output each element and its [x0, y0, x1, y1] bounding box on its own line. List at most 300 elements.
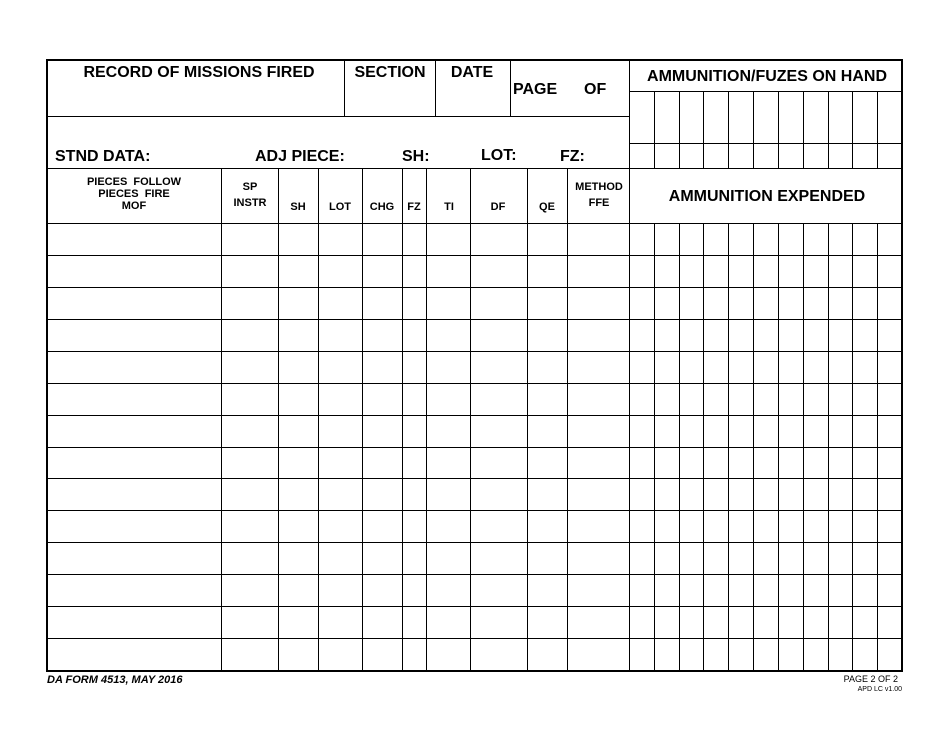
table-cell[interactable]: [279, 543, 318, 574]
table-cell[interactable]: [47, 320, 221, 351]
table-cell[interactable]: [222, 607, 278, 638]
ammo-expended-cell[interactable]: [804, 416, 828, 447]
ammo-expended-cell[interactable]: [804, 607, 828, 638]
ammo-expended-cell[interactable]: [680, 543, 704, 574]
table-cell[interactable]: [403, 352, 426, 383]
table-cell[interactable]: [319, 607, 362, 638]
table-cell[interactable]: [279, 224, 318, 255]
table-cell[interactable]: [47, 639, 221, 670]
ammo-expended-cell[interactable]: [754, 288, 778, 319]
table-cell[interactable]: [222, 511, 278, 542]
col-fz: FZ: [407, 201, 421, 213]
ammo-expended-cell[interactable]: [779, 320, 803, 351]
table-cell[interactable]: [471, 320, 527, 351]
ammo-expended-cell[interactable]: [680, 416, 704, 447]
ammo-expended-cell[interactable]: [655, 511, 679, 542]
table-cell[interactable]: [568, 256, 629, 287]
table-cell[interactable]: [568, 352, 629, 383]
ammo-expended-cell[interactable]: [829, 607, 853, 638]
table-cell[interactable]: [363, 256, 402, 287]
ammo-expended-cell[interactable]: [754, 448, 778, 479]
table-cell[interactable]: [568, 639, 629, 670]
col-df: DF: [490, 201, 506, 213]
ammo-expended-cell[interactable]: [878, 448, 902, 479]
table-cell[interactable]: [47, 448, 221, 479]
table-cell[interactable]: [363, 511, 402, 542]
ammo-expended-cell[interactable]: [655, 320, 679, 351]
table-cell[interactable]: [319, 416, 362, 447]
table-cell[interactable]: [47, 288, 221, 319]
table-cell[interactable]: [319, 224, 362, 255]
ammo-expended-cell[interactable]: [729, 384, 753, 415]
ammo-expended-cell[interactable]: [729, 416, 753, 447]
ammo-expended-cell[interactable]: [754, 511, 778, 542]
ammo-expended-cell[interactable]: [704, 543, 728, 574]
ammo-expended-cell[interactable]: [829, 543, 853, 574]
ammo-expended-cell[interactable]: [729, 511, 753, 542]
table-cell[interactable]: [568, 288, 629, 319]
table-cell[interactable]: [47, 575, 221, 606]
ammo-expended-cell[interactable]: [729, 288, 753, 319]
ammo-expended-cell[interactable]: [704, 256, 728, 287]
table-cell[interactable]: [222, 384, 278, 415]
ammo-expended-cell[interactable]: [630, 256, 654, 287]
table-cell[interactable]: [319, 352, 362, 383]
ammo-expended-cell[interactable]: [853, 575, 877, 606]
ammo-expended-cell[interactable]: [704, 607, 728, 638]
ammo-expended-cell[interactable]: [878, 320, 902, 351]
table-cell[interactable]: [427, 320, 470, 351]
table-cell[interactable]: [363, 384, 402, 415]
ammo-expended-cell[interactable]: [878, 511, 902, 542]
ammo-expended-cell[interactable]: [630, 416, 654, 447]
table-cell[interactable]: [528, 575, 567, 606]
table-cell[interactable]: [319, 511, 362, 542]
ammo-expended-cell[interactable]: [754, 256, 778, 287]
table-cell[interactable]: [47, 543, 221, 574]
table-cell[interactable]: [279, 479, 318, 510]
table-cell[interactable]: [528, 224, 567, 255]
table-cell[interactable]: [279, 639, 318, 670]
ammo-expended-cell[interactable]: [804, 352, 828, 383]
table-cell[interactable]: [363, 543, 402, 574]
ammo-expended-cell[interactable]: [729, 575, 753, 606]
ammo-expended-cell[interactable]: [878, 543, 902, 574]
table-cell[interactable]: [279, 256, 318, 287]
ammo-expended-cell[interactable]: [804, 575, 828, 606]
ammo-expended-cell[interactable]: [754, 320, 778, 351]
ammo-expended-cell[interactable]: [829, 288, 853, 319]
ammo-expended-cell[interactable]: [655, 256, 679, 287]
table-cell[interactable]: [319, 575, 362, 606]
ammo-expended-cell[interactable]: [853, 511, 877, 542]
ammo-expended-cell[interactable]: [779, 575, 803, 606]
table-cell[interactable]: [319, 639, 362, 670]
ammo-expended-cell[interactable]: [804, 639, 828, 670]
table-cell[interactable]: [403, 607, 426, 638]
table-cell[interactable]: [363, 320, 402, 351]
ammo-expended-cell[interactable]: [779, 543, 803, 574]
table-cell[interactable]: [47, 256, 221, 287]
ammo-expended-cell[interactable]: [680, 511, 704, 542]
table-cell[interactable]: [222, 416, 278, 447]
table-cell[interactable]: [403, 543, 426, 574]
table-cell[interactable]: [222, 288, 278, 319]
table-cell[interactable]: [47, 511, 221, 542]
table-cell[interactable]: [528, 543, 567, 574]
ammo-expended-cell[interactable]: [729, 352, 753, 383]
ammo-expended-cell[interactable]: [630, 320, 654, 351]
table-cell[interactable]: [222, 352, 278, 383]
ammo-expended-cell[interactable]: [754, 607, 778, 638]
table-cell[interactable]: [471, 384, 527, 415]
table-cell[interactable]: [319, 543, 362, 574]
ammo-expended-cell[interactable]: [829, 224, 853, 255]
table-cell[interactable]: [279, 352, 318, 383]
table-cell[interactable]: [319, 256, 362, 287]
table-cell[interactable]: [403, 416, 426, 447]
table-cell[interactable]: [471, 607, 527, 638]
ammo-expended-cell[interactable]: [804, 224, 828, 255]
ammo-expended-cell[interactable]: [655, 607, 679, 638]
table-cell[interactable]: [427, 352, 470, 383]
ammo-expended-cell[interactable]: [680, 352, 704, 383]
ammo-expended-cell[interactable]: [853, 639, 877, 670]
ammo-expended-cell[interactable]: [630, 448, 654, 479]
ammo-expended-cell[interactable]: [729, 479, 753, 510]
ammo-expended-cell[interactable]: [779, 288, 803, 319]
table-cell[interactable]: [471, 511, 527, 542]
ammo-expended-cell[interactable]: [680, 256, 704, 287]
table-cell[interactable]: [471, 416, 527, 447]
ammo-expended-cell[interactable]: [878, 639, 902, 670]
ammo-expended-cell[interactable]: [729, 543, 753, 574]
table-cell[interactable]: [568, 543, 629, 574]
ammo-expended-cell[interactable]: [853, 607, 877, 638]
ammo-expended-cell[interactable]: [754, 575, 778, 606]
adj-piece-label: ADJ PIECE:: [255, 148, 345, 165]
ammo-expended-cell[interactable]: [704, 288, 728, 319]
ammo-expended-cell[interactable]: [853, 416, 877, 447]
ammo-expended-cell[interactable]: [704, 384, 728, 415]
ammo-expended-cell[interactable]: [878, 352, 902, 383]
table-cell[interactable]: [528, 416, 567, 447]
table-cell[interactable]: [363, 575, 402, 606]
table-cell[interactable]: [427, 448, 470, 479]
ammo-expended-cell[interactable]: [779, 511, 803, 542]
ammo-expended-cell[interactable]: [630, 575, 654, 606]
table-cell[interactable]: [279, 320, 318, 351]
ammo-expended-cell[interactable]: [853, 352, 877, 383]
table-cell[interactable]: [403, 511, 426, 542]
ammo-expended-cell[interactable]: [754, 639, 778, 670]
table-cell[interactable]: [427, 607, 470, 638]
table-cell[interactable]: [279, 607, 318, 638]
table-cell[interactable]: [427, 511, 470, 542]
table-cell[interactable]: [319, 320, 362, 351]
ammo-expended-cell[interactable]: [829, 256, 853, 287]
ammo-expended-cell[interactable]: [754, 416, 778, 447]
ammo-expended-cell[interactable]: [804, 448, 828, 479]
table-cell[interactable]: [568, 607, 629, 638]
ammo-expended-cell[interactable]: [680, 224, 704, 255]
ammo-expended-cell[interactable]: [878, 384, 902, 415]
ammo-expended-cell[interactable]: [829, 479, 853, 510]
table-cell[interactable]: [363, 639, 402, 670]
table-cell[interactable]: [403, 575, 426, 606]
section-label: SECTION: [354, 64, 426, 81]
ammo-expended-cell[interactable]: [655, 224, 679, 255]
table-cell[interactable]: [568, 448, 629, 479]
ammo-expended-cell[interactable]: [878, 575, 902, 606]
table-cell[interactable]: [427, 639, 470, 670]
table-cell[interactable]: [47, 479, 221, 510]
ammo-expended-cell[interactable]: [630, 543, 654, 574]
table-cell[interactable]: [363, 224, 402, 255]
table-cell[interactable]: [528, 352, 567, 383]
ammo-expended-cell[interactable]: [754, 479, 778, 510]
table-cell[interactable]: [279, 575, 318, 606]
ammo-expended-cell[interactable]: [680, 288, 704, 319]
ammo-expended-cell[interactable]: [878, 416, 902, 447]
ammo-expended-cell[interactable]: [704, 575, 728, 606]
table-cell[interactable]: [427, 224, 470, 255]
ammo-expended-cell[interactable]: [655, 416, 679, 447]
ammo-expended-cell[interactable]: [655, 543, 679, 574]
ammo-expended-cell[interactable]: [704, 639, 728, 670]
ammo-expended-cell[interactable]: [779, 448, 803, 479]
table-cell[interactable]: [403, 320, 426, 351]
ammo-expended-cell[interactable]: [878, 479, 902, 510]
table-cell[interactable]: [363, 448, 402, 479]
ammo-expended-cell[interactable]: [804, 384, 828, 415]
ammo-expended-cell[interactable]: [704, 352, 728, 383]
table-cell[interactable]: [222, 448, 278, 479]
ammo-expended-cell[interactable]: [729, 639, 753, 670]
ammo-expended-cell[interactable]: [829, 320, 853, 351]
table-cell[interactable]: [403, 448, 426, 479]
ammo-expended-cell[interactable]: [853, 543, 877, 574]
table-cell[interactable]: [363, 416, 402, 447]
ammo-expended-cell[interactable]: [829, 352, 853, 383]
ammo-expended-cell[interactable]: [779, 384, 803, 415]
table-cell[interactable]: [427, 479, 470, 510]
ammo-expended-cell[interactable]: [630, 352, 654, 383]
table-cell[interactable]: [528, 384, 567, 415]
table-cell[interactable]: [363, 607, 402, 638]
table-cell[interactable]: [471, 448, 527, 479]
ammo-expended-cell[interactable]: [829, 639, 853, 670]
table-cell[interactable]: [403, 639, 426, 670]
table-cell[interactable]: [568, 511, 629, 542]
table-cell[interactable]: [222, 479, 278, 510]
table-cell[interactable]: [403, 256, 426, 287]
table-cell[interactable]: [528, 448, 567, 479]
table-cell[interactable]: [528, 256, 567, 287]
table-cell[interactable]: [47, 416, 221, 447]
ammo-expended-cell[interactable]: [729, 448, 753, 479]
table-cell[interactable]: [568, 416, 629, 447]
table-cell[interactable]: [222, 639, 278, 670]
ammo-expended-cell[interactable]: [704, 416, 728, 447]
table-cell[interactable]: [222, 224, 278, 255]
ammo-expended-cell[interactable]: [655, 288, 679, 319]
table-cell[interactable]: [222, 256, 278, 287]
ammo-expended-cell[interactable]: [704, 224, 728, 255]
table-cell[interactable]: [471, 543, 527, 574]
ammo-expended-cell[interactable]: [878, 256, 902, 287]
ammo-expended-cell[interactable]: [680, 384, 704, 415]
ammo-expended-cell[interactable]: [704, 479, 728, 510]
table-cell[interactable]: [427, 543, 470, 574]
table-cell[interactable]: [279, 448, 318, 479]
table-cell[interactable]: [528, 511, 567, 542]
ammo-expended-cell[interactable]: [829, 448, 853, 479]
table-cell[interactable]: [279, 511, 318, 542]
table-cell[interactable]: [427, 288, 470, 319]
table-cell[interactable]: [403, 479, 426, 510]
ammo-expended-cell[interactable]: [655, 639, 679, 670]
ammo-expended-cell[interactable]: [655, 352, 679, 383]
table-cell[interactable]: [403, 224, 426, 255]
table-cell[interactable]: [471, 575, 527, 606]
ammo-expended-cell[interactable]: [754, 384, 778, 415]
table-cell[interactable]: [279, 384, 318, 415]
ammo-expended-cell[interactable]: [853, 384, 877, 415]
table-cell[interactable]: [528, 288, 567, 319]
table-cell[interactable]: [319, 479, 362, 510]
ammo-expended-cell[interactable]: [630, 639, 654, 670]
ammo-expended-cell[interactable]: [680, 575, 704, 606]
ammo-expended-cell[interactable]: [804, 320, 828, 351]
ammo-expended-cell[interactable]: [630, 384, 654, 415]
ammo-expended-cell[interactable]: [704, 448, 728, 479]
table-cell[interactable]: [471, 288, 527, 319]
ammo-expended-cell[interactable]: [829, 384, 853, 415]
ammo-expended-cell[interactable]: [853, 256, 877, 287]
table-cell[interactable]: [279, 416, 318, 447]
ammo-expended-cell[interactable]: [729, 320, 753, 351]
table-cell[interactable]: [471, 224, 527, 255]
ammo-expended-cell[interactable]: [779, 224, 803, 255]
ammo-expended-cell[interactable]: [704, 320, 728, 351]
ammo-expended-cell[interactable]: [829, 416, 853, 447]
ammo-expended-cell[interactable]: [878, 224, 902, 255]
ammo-expended-cell[interactable]: [853, 224, 877, 255]
ammo-expended-cell[interactable]: [804, 288, 828, 319]
ammo-expended-cell[interactable]: [779, 639, 803, 670]
table-cell[interactable]: [471, 639, 527, 670]
table-cell[interactable]: [279, 288, 318, 319]
table-cell[interactable]: [319, 384, 362, 415]
table-cell[interactable]: [47, 607, 221, 638]
ammo-expended-cell[interactable]: [655, 479, 679, 510]
table-cell[interactable]: [319, 288, 362, 319]
ammo-expended-cell[interactable]: [729, 607, 753, 638]
table-cell[interactable]: [363, 352, 402, 383]
ammo-expended-cell[interactable]: [853, 320, 877, 351]
ammo-expended-cell[interactable]: [804, 543, 828, 574]
table-cell[interactable]: [568, 479, 629, 510]
ammo-expended-cell[interactable]: [804, 256, 828, 287]
ammo-expended-cell[interactable]: [853, 479, 877, 510]
ammo-expended-cell[interactable]: [680, 479, 704, 510]
ammo-expended-cell[interactable]: [630, 288, 654, 319]
ammo-expended-cell[interactable]: [754, 224, 778, 255]
table-cell[interactable]: [568, 575, 629, 606]
table-cell[interactable]: [47, 384, 221, 415]
ammo-expended-cell[interactable]: [655, 575, 679, 606]
table-cell[interactable]: [568, 224, 629, 255]
table-cell[interactable]: [471, 256, 527, 287]
table-cell[interactable]: [427, 256, 470, 287]
table-cell[interactable]: [403, 384, 426, 415]
table-cell[interactable]: [222, 575, 278, 606]
ammo-expended-cell[interactable]: [878, 607, 902, 638]
ammo-expended-cell[interactable]: [804, 479, 828, 510]
ammo-expended-cell[interactable]: [779, 352, 803, 383]
table-cell[interactable]: [47, 352, 221, 383]
table-cell[interactable]: [528, 320, 567, 351]
ammo-expended-cell[interactable]: [655, 448, 679, 479]
table-cell[interactable]: [471, 479, 527, 510]
table-cell[interactable]: [363, 479, 402, 510]
col-method: METHOD: [575, 181, 623, 193]
ammo-expended-cell[interactable]: [630, 224, 654, 255]
ammo-expended-cell[interactable]: [680, 607, 704, 638]
ammo-expended-cell[interactable]: [630, 511, 654, 542]
ammo-expended-cell[interactable]: [630, 479, 654, 510]
ammo-expended-cell[interactable]: [779, 256, 803, 287]
ammo-expended-cell[interactable]: [779, 607, 803, 638]
table-cell[interactable]: [47, 224, 221, 255]
table-cell[interactable]: [222, 320, 278, 351]
ammo-expended-cell[interactable]: [680, 639, 704, 670]
table-cell[interactable]: [528, 479, 567, 510]
ammo-expended-cell[interactable]: [680, 320, 704, 351]
ammo-expended-cell[interactable]: [729, 224, 753, 255]
ammo-expended-cell[interactable]: [630, 607, 654, 638]
table-cell[interactable]: [363, 288, 402, 319]
ammo-expended-cell[interactable]: [704, 511, 728, 542]
ammo-expended-cell[interactable]: [754, 543, 778, 574]
table-cell[interactable]: [528, 607, 567, 638]
table-cell[interactable]: [427, 575, 470, 606]
ammo-expended-cell[interactable]: [804, 511, 828, 542]
table-cell[interactable]: [471, 352, 527, 383]
table-cell[interactable]: [319, 448, 362, 479]
table-cell[interactable]: [403, 288, 426, 319]
table-cell[interactable]: [528, 639, 567, 670]
table-cell[interactable]: [222, 543, 278, 574]
table-cell[interactable]: [568, 384, 629, 415]
ammo-expended-cell[interactable]: [655, 384, 679, 415]
ammo-expended-cell[interactable]: [754, 352, 778, 383]
ammo-expended-cell[interactable]: [878, 288, 902, 319]
table-cell[interactable]: [427, 384, 470, 415]
ammo-expended-cell[interactable]: [729, 256, 753, 287]
ammo-expended-cell[interactable]: [779, 479, 803, 510]
ammo-expended-cell[interactable]: [829, 575, 853, 606]
ammo-expended-cell[interactable]: [829, 511, 853, 542]
ammo-expended-cell[interactable]: [779, 416, 803, 447]
ammo-expended-cell[interactable]: [853, 448, 877, 479]
ammo-expended-cell[interactable]: [853, 288, 877, 319]
ammo-expended-label: AMMUNITION EXPENDED: [668, 188, 866, 205]
table-cell[interactable]: [568, 320, 629, 351]
ammo-expended-cell[interactable]: [680, 448, 704, 479]
table-cell[interactable]: [427, 416, 470, 447]
